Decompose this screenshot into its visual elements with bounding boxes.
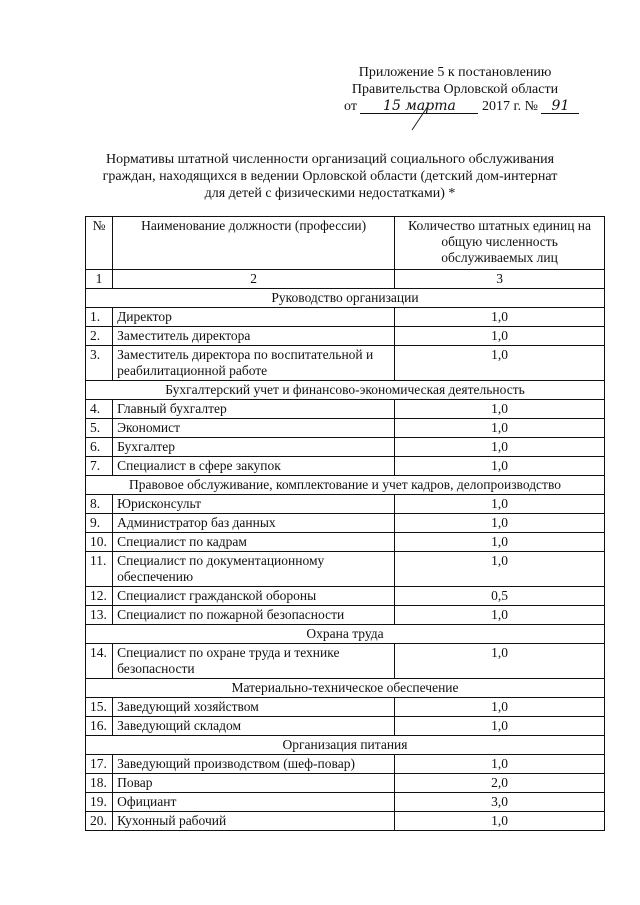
table-header-row [86,217,605,270]
staff-units: 1,0 [395,812,605,831]
section-title: Охрана труда [86,625,605,644]
position-name: Заместитель директора [113,327,395,346]
from-label: от [344,99,357,114]
staff-units: 1,0 [395,514,605,533]
staff-units: 2,0 [395,774,605,793]
appendix-line-2: Правительства Орловской области [351,82,559,97]
document-title [60,151,600,202]
pen-stroke-mark [410,105,430,131]
staff-units: 1,0 [395,346,605,381]
staff-units: 1,0 [395,698,605,717]
staff-units: 1,0 [395,400,605,419]
table-row [86,419,605,438]
table-row [86,346,605,381]
staff-units: 1,0 [395,552,605,587]
position-name: Заместитель директора по воспитательной и реабилитационной работе [113,346,395,381]
header-num: № [86,217,113,270]
section-row [86,289,605,308]
position-name: Специалист по документационному обеспечению [113,552,395,587]
staff-units: 3,0 [395,793,605,812]
position-name: Официант [113,793,395,812]
section-title: Организация питания [86,736,605,755]
section-row [86,679,605,698]
row-number: 13. [86,606,113,625]
position-name: Повар [113,774,395,793]
row-number: 14. [86,644,113,679]
staff-units: 1,0 [395,533,605,552]
table-row [86,495,605,514]
position-name: Юрисконсульт [113,495,395,514]
section-row [86,625,605,644]
staff-units: 1,0 [395,308,605,327]
row-number: 8. [86,495,113,514]
title-line-1: Нормативы штатной численности организаций социального обслуживания [105,152,555,167]
position-name: Директор [113,308,395,327]
section-title: Руководство организации [86,289,605,308]
staff-units: 1,0 [395,644,605,679]
appendix-date-line [330,98,580,115]
position-name: Бухгалтер [113,438,395,457]
position-name: Специалист в сфере закупок [113,457,395,476]
position-name: Специалист по пожарной безопасности [113,606,395,625]
header-value: Количество штатных единиц на общую численность обслуживаемых лиц [395,217,605,270]
row-number: 19. [86,793,113,812]
position-name: Специалист по кадрам [113,533,395,552]
row-number: 5. [86,419,113,438]
row-number: 20. [86,812,113,831]
table-row [86,717,605,736]
header-name: Наименование должности (профессии) [113,217,395,270]
position-name: Заведующий хозяйством [113,698,395,717]
row-number: 15. [86,698,113,717]
table-row [86,438,605,457]
section-row [86,476,605,495]
position-name: Заведующий производством (шеф-повар) [113,755,395,774]
column-index: 2 [113,270,395,289]
handwritten-number: 91 [541,99,579,114]
column-index: 3 [395,270,605,289]
section-row [86,381,605,400]
table-row [86,514,605,533]
staff-units: 1,0 [395,419,605,438]
handwritten-date: 15 марта [360,99,478,114]
row-number: 12. [86,587,113,606]
table-row [86,812,605,831]
year-text: 2017 г. № [481,99,538,114]
row-number: 2. [86,327,113,346]
table-row [86,644,605,679]
section-title: Бухгалтерский учет и финансово-экономическая деятельность [86,381,605,400]
row-number: 6. [86,438,113,457]
title-line-3: для детей с физическими недостатками) * [204,186,456,201]
position-name: Экономист [113,419,395,438]
table-row [86,400,605,419]
staff-units: 1,0 [395,495,605,514]
table-row [86,308,605,327]
section-title: Материально-техническое обеспечение [86,679,605,698]
column-index-row [86,270,605,289]
staff-units: 1,0 [395,717,605,736]
row-number: 4. [86,400,113,419]
position-name: Главный бухгалтер [113,400,395,419]
row-number: 9. [86,514,113,533]
table-row [86,606,605,625]
table-row [86,327,605,346]
staff-units: 1,0 [395,755,605,774]
position-name: Заведующий складом [113,717,395,736]
staffing-norms-table [85,216,605,831]
column-index: 1 [86,270,113,289]
row-number: 16. [86,717,113,736]
appendix-line-1: Приложение 5 к постановлению [358,65,552,80]
table-row [86,698,605,717]
row-number: 17. [86,755,113,774]
position-name: Кухонный рабочий [113,812,395,831]
table-row [86,552,605,587]
table-row [86,457,605,476]
table-row [86,533,605,552]
staff-units: 1,0 [395,457,605,476]
position-name: Администратор баз данных [113,514,395,533]
title-line-2: граждан, находящихся в ведении Орловской области (детский дом-интернат [102,169,558,184]
table-row [86,793,605,812]
row-number: 18. [86,774,113,793]
table-row [86,587,605,606]
staff-units: 1,0 [395,327,605,346]
staff-units: 1,0 [395,438,605,457]
table-row [86,755,605,774]
row-number: 3. [86,346,113,381]
row-number: 10. [86,533,113,552]
row-number: 11. [86,552,113,587]
section-title: Правовое обслуживание, комплектование и учет кадров, делопроизводство [86,476,605,495]
appendix-header [330,64,580,115]
staff-units: 1,0 [395,606,605,625]
section-row [86,736,605,755]
table-row [86,774,605,793]
position-name: Специалист по охране труда и технике безопасности [113,644,395,679]
position-name: Специалист гражданской обороны [113,587,395,606]
row-number: 7. [86,457,113,476]
staff-units: 0,5 [395,587,605,606]
row-number: 1. [86,308,113,327]
